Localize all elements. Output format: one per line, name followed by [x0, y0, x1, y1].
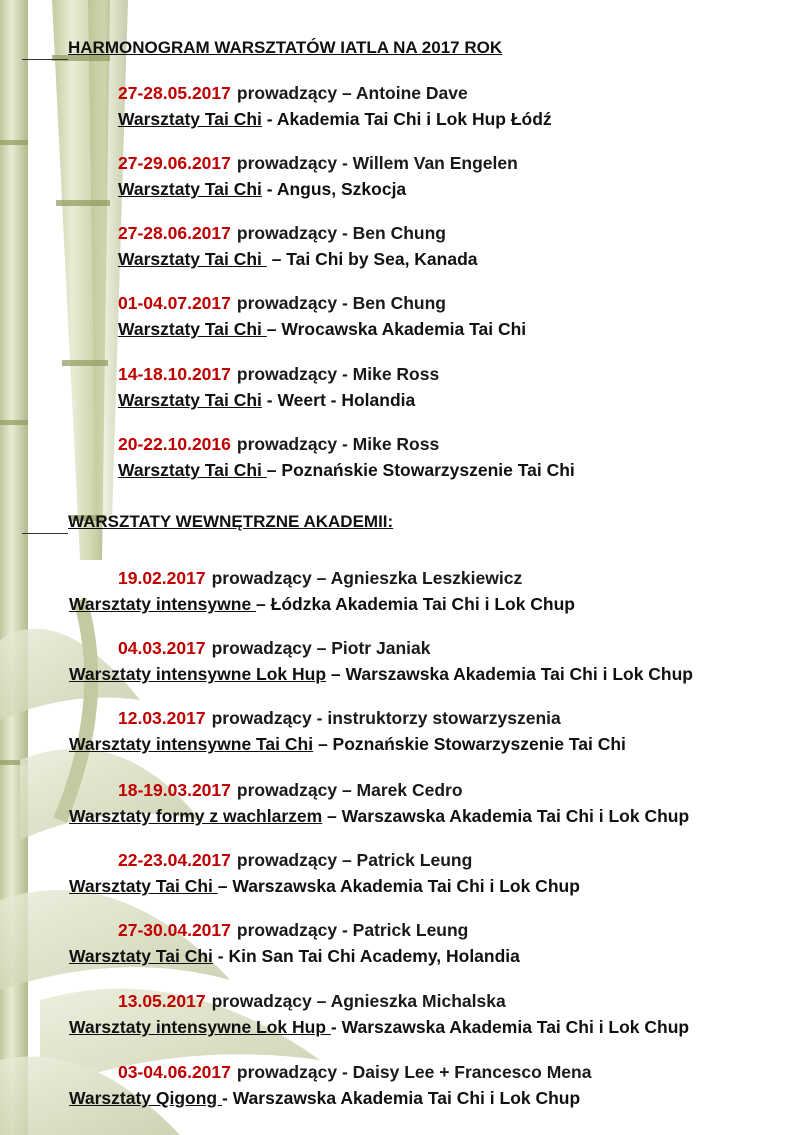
entry-date: 14-18.10.2017	[118, 364, 231, 384]
entry-place: Warszawska Akademia Tai Chi i Lok Chup	[232, 1088, 581, 1108]
entry-lead-name: Daisy Lee + Francesco Mena	[352, 1062, 592, 1082]
entry-sep: –	[313, 734, 333, 754]
entry-header	[118, 223, 446, 244]
entry-date: 22-23.04.2017	[118, 850, 231, 870]
entry-date: 01-04.07.2017	[118, 293, 231, 313]
entry-sep: -	[261, 179, 277, 199]
entry-header	[118, 991, 506, 1012]
entry-details	[118, 460, 575, 481]
entry-place: Akademia Tai Chi i Lok Hup Łódź	[276, 109, 552, 129]
entry-header	[118, 850, 472, 871]
entry-details	[69, 1017, 689, 1038]
entry-workshop: Warsztaty Tai Chi	[118, 179, 262, 199]
entry-header	[118, 153, 518, 174]
entry-lead-sep: –	[337, 780, 357, 800]
entry-lead-name: Patrick Leung	[356, 850, 473, 870]
heading-rule-1	[22, 59, 68, 60]
entry-lead-name: Mike Ross	[352, 364, 440, 384]
entry-lead-label: prowadzący	[211, 568, 312, 588]
entry-workshop: Warsztaty Tai Chi	[118, 249, 267, 269]
entry-workshop: Warsztaty intensywne Lok Hup	[69, 1017, 331, 1037]
entry-lead-sep: -	[311, 708, 328, 728]
entry-sep: -	[261, 390, 278, 410]
entry-header	[118, 708, 561, 729]
entry-date: 04.03.2017	[118, 638, 206, 658]
section2-heading: WARSZTATY WEWNĘTRZNE AKADEMII:	[68, 512, 394, 531]
entry-lead-sep: –	[337, 83, 356, 103]
entry-workshop: Warsztaty Tai Chi	[118, 460, 267, 480]
entry-lead-name: Marek Cedro	[356, 780, 463, 800]
entry-date: 27-28.06.2017	[118, 223, 231, 243]
entry-workshop: Warsztaty Tai Chi	[69, 946, 213, 966]
entry-lead-label: prowadzący	[236, 780, 338, 800]
entry-lead-label: prowadzący	[236, 293, 338, 313]
entry-lead-name: Mike Ross	[352, 434, 440, 454]
entry-workshop: Warsztaty Tai Chi	[118, 319, 267, 339]
entry-place: Warszawska Akademia Tai Chi i Lok Chup	[232, 876, 580, 896]
entry-lead-name: Willem Van Engelen	[352, 153, 518, 173]
entry-details	[69, 594, 575, 615]
entry-lead-sep: –	[311, 638, 332, 658]
entry-sep: -	[261, 109, 277, 129]
entry-lead-sep: -	[337, 434, 353, 454]
entry-place: Wrocawska Akademia Tai Chi	[281, 319, 527, 339]
entry-place: Tai Chi by Sea, Kanada	[286, 249, 478, 269]
entry-date: 27-29.06.2017	[118, 153, 231, 173]
entry-place: Angus, Szkocja	[276, 179, 407, 199]
entry-place: Warszawska Akademia Tai Chi i Lok Chup	[341, 1017, 690, 1037]
entry-header	[118, 434, 439, 455]
entry-place: Poznańskie Stowarzyszenie Tai Chi	[332, 734, 626, 754]
entry-lead-name: Ben Chung	[352, 293, 446, 313]
entry-place: Łódzka Akademia Tai Chi i Lok Chup	[270, 594, 576, 614]
entry-details	[69, 664, 693, 685]
entry-lead-sep: -	[337, 364, 353, 384]
entry-details	[118, 179, 406, 200]
entry-lead-label: prowadzący	[236, 83, 338, 103]
entry-lead-label: prowadzący	[236, 850, 338, 870]
heading-rule-2	[22, 533, 68, 534]
entry-details	[69, 806, 689, 827]
entry-sep: –	[322, 806, 342, 826]
entry-lead-label: prowadzący	[236, 153, 338, 173]
entry-place: Poznańskie Stowarzyszenie Tai Chi	[281, 460, 575, 480]
entry-sep: –	[217, 876, 233, 896]
entry-date: 03-04.06.2017	[118, 1062, 231, 1082]
entry-lead-name: Agnieszka Leszkiewicz	[330, 568, 523, 588]
entry-date: 13.05.2017	[118, 991, 206, 1011]
entry-workshop: Warsztaty intensywne Tai Chi	[69, 734, 314, 754]
entry-header	[118, 1062, 591, 1083]
entry-date: 27-30.04.2017	[118, 920, 231, 940]
entry-date: 18-19.03.2017	[118, 780, 231, 800]
entry-header	[118, 638, 430, 659]
entry-sep: –	[266, 319, 282, 339]
entry-details	[118, 319, 526, 340]
entry-workshop: Warsztaty formy z wachlarzem	[69, 806, 323, 826]
entry-header	[118, 364, 439, 385]
entry-lead-label: prowadzący	[211, 991, 312, 1011]
entry-lead-label: prowadzący	[236, 434, 338, 454]
entry-lead-name: Ben Chung	[352, 223, 446, 243]
entry-lead-sep: –	[311, 991, 331, 1011]
entry-date: 19.02.2017	[118, 568, 206, 588]
entry-details	[118, 109, 552, 130]
entry-date: 20-22.10.2016	[118, 434, 231, 454]
entry-sep: -	[330, 1017, 342, 1037]
entry-place: Warszawska Akademia Tai Chi i Lok Chup	[341, 806, 690, 826]
entry-header	[118, 83, 468, 104]
entry-lead-name: Piotr Janiak	[331, 638, 431, 658]
entry-place: Warszawska Akademia Tai Chi i Lok Chup	[345, 664, 693, 684]
entry-lead-sep: –	[311, 568, 331, 588]
entry-details	[69, 1088, 580, 1109]
entry-lead-label: prowadzący	[236, 364, 338, 384]
entry-lead-sep: -	[337, 153, 353, 173]
entry-sep: –	[266, 249, 287, 269]
entry-date: 27-28.05.2017	[118, 83, 231, 103]
entry-header	[118, 780, 463, 801]
entry-details	[69, 946, 520, 967]
entry-place: Weert - Holandia	[277, 390, 416, 410]
entry-lead-label: prowadzący	[211, 638, 312, 658]
entry-header	[118, 568, 522, 589]
entry-lead-name: Antoine Dave	[355, 83, 468, 103]
entry-lead-name: instruktorzy stowarzyszenia	[327, 708, 561, 728]
entry-lead-sep: –	[337, 850, 357, 870]
entry-date: 12.03.2017	[118, 708, 206, 728]
entry-lead-sep: -	[337, 223, 353, 243]
entry-sep: –	[326, 664, 346, 684]
entry-details	[118, 390, 415, 411]
entry-header	[118, 920, 468, 941]
entry-lead-name: Agnieszka Michalska	[330, 991, 506, 1011]
entry-lead-name: Patrick Leung	[352, 920, 469, 940]
entry-lead-sep: -	[337, 293, 353, 313]
entry-details	[69, 876, 580, 897]
entry-workshop: Warsztaty Tai Chi	[69, 876, 218, 896]
entry-workshop: Warsztaty Tai Chi	[118, 109, 262, 129]
entry-lead-sep: -	[337, 1062, 353, 1082]
entry-sep: –	[256, 594, 271, 614]
entry-workshop: Warsztaty Qigong	[69, 1088, 222, 1108]
entry-lead-sep: -	[337, 920, 353, 940]
entry-sep: -	[221, 1088, 233, 1108]
entry-details	[69, 734, 626, 755]
entry-place: Kin San Tai Chi Academy, Holandia	[228, 946, 520, 966]
section1-heading: HARMONOGRAM WARSZTATÓW IATLA NA 2017 ROK	[68, 38, 503, 57]
entry-lead-label: prowadzący	[236, 1062, 338, 1082]
entry-header	[118, 293, 446, 314]
entry-workshop: Warsztaty intensywne	[69, 594, 257, 614]
entry-workshop: Warsztaty intensywne Lok Hup	[69, 664, 327, 684]
entry-details	[118, 249, 478, 270]
entry-workshop: Warsztaty Tai Chi	[118, 390, 262, 410]
entry-sep: –	[266, 460, 282, 480]
entry-lead-label: prowadzący	[211, 708, 312, 728]
entry-lead-label: prowadzący	[236, 920, 338, 940]
entry-sep: -	[212, 946, 229, 966]
entry-lead-label: prowadzący	[236, 223, 338, 243]
